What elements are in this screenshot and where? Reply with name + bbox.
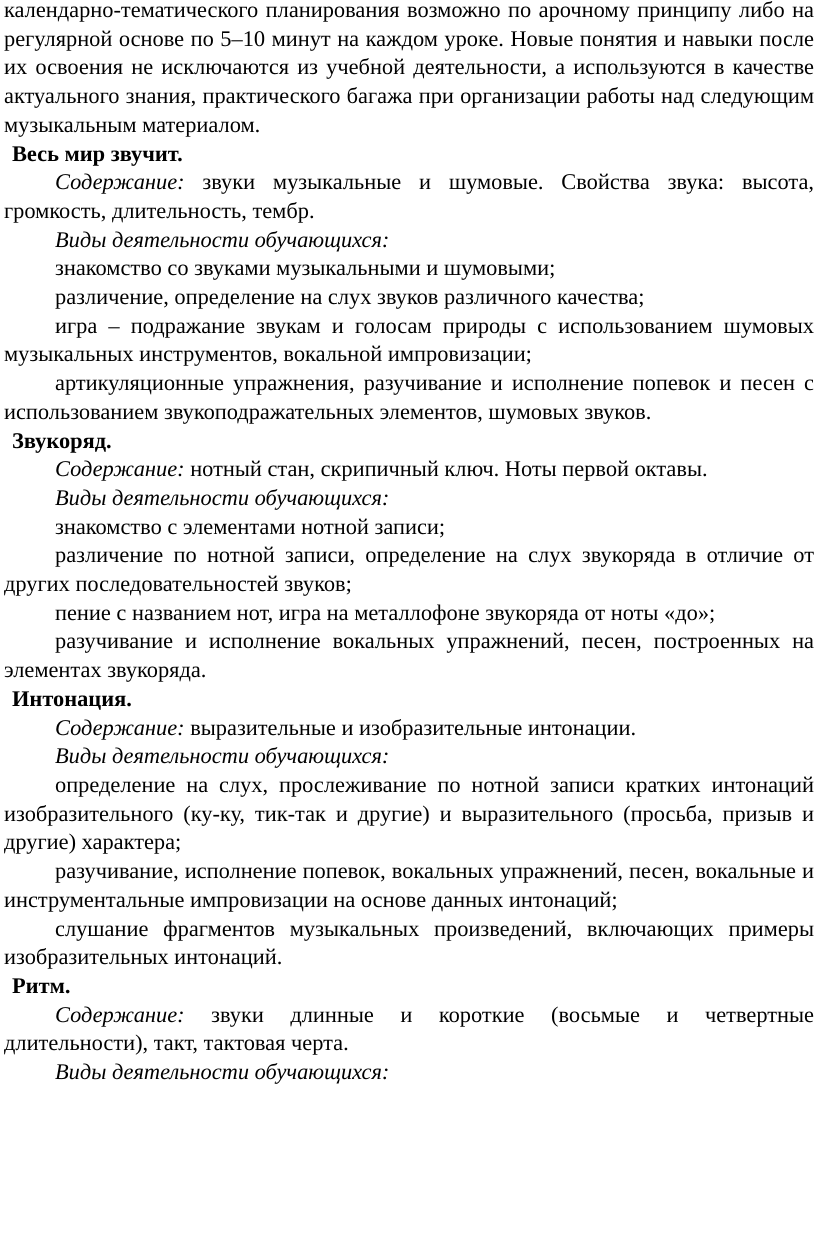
content-label: Содержание: (55, 169, 185, 195)
section-heading: Ритм. (12, 972, 71, 998)
content-label: Содержание: (55, 456, 185, 482)
activity-item: знакомство с элементами нотной записи; (55, 513, 446, 539)
activity-item: различение по нотной записи, определение на слух звукоряда в отличие от других последовательностей звуков; (4, 542, 814, 597)
activities-label: Виды деятельности обучающихся: (55, 226, 390, 252)
content-text: выразительные и изобразительные интонации. (184, 714, 637, 740)
section-heading: Весь мир звучит. (12, 140, 183, 166)
activity-item: слушание фрагментов музыкальных произведений, включающих примеры изобразительных интонаций. (4, 915, 814, 970)
content-text: звуки музыкальные и шумовые. Свойства звука: высота, громкость, длительность, тембр. (4, 169, 814, 223)
content-label: Содержание: (55, 714, 185, 740)
activity-item: разучивание, исполнение попевок, вокальных упражнений, песен, вокальные и инструментальные импровизации на основе данных интонаций; (4, 858, 814, 912)
activity-item: игра – подражание звукам и голосам природы с использованием шумовых музыкальных инструментов, вокальной импровизации; (4, 312, 814, 367)
section-heading: Звукоряд. (12, 427, 112, 453)
intro-paragraph: календарно-тематического планирования возможно по арочному принципу либо на регулярной основе по 5–10 минут на каждом уроке. Новые понятия и навыки после их освоения не исключаются из учебной деятельности, а используются в качестве актуального знания, практического багажа при организации работы над следующим музыкальным материалом. (4, 0, 814, 137)
activity-item: знакомство со звуками музыкальными и шумовыми; (55, 255, 556, 281)
activity-item: артикуляционные упражнения, разучивание и исполнение попевок и песен с использованием звукоподражательных элементов, шумовых звуков. (4, 370, 814, 424)
activities-label: Виды деятельности обучающихся: (55, 484, 390, 510)
content-label: Содержание: (55, 1001, 185, 1027)
content-paragraph (0, 168, 816, 225)
section-ritm (0, 972, 816, 1087)
content-paragraph (0, 1001, 816, 1058)
activity-item: пение с названием нот, игра на металлофоне звукоряда от ноты «до»; (55, 599, 716, 625)
content-paragraph (0, 714, 816, 743)
content-paragraph (0, 455, 816, 484)
section-zvukoryad (0, 427, 816, 685)
activities-label: Виды деятельности обучающихся: (55, 743, 390, 769)
section-ves-mir-zvuchit (0, 140, 816, 427)
content-text: нотный стан, скрипичный ключ. Ноты первой октавы. (184, 456, 708, 482)
activity-item: различение, определение на слух звуков различного качества; (55, 284, 645, 310)
content-text: звуки длинные и короткие (восьмые и четвертные длительности), такт, тактовая черта. (4, 1001, 814, 1056)
activities-label: Виды деятельности обучающихся: (55, 1059, 390, 1085)
activity-item: определение на слух, прослеживание по нотной записи кратких интонаций изобразительного (ку-ку, тик-так и другие) и выразительного (просьба, призыв и другие) характера; (4, 771, 814, 855)
activity-item: разучивание и исполнение вокальных упражнений, песен, построенных на элементах звукоряда. (4, 628, 814, 683)
section-intonatsiya (0, 685, 816, 972)
section-heading: Интонация. (12, 685, 132, 711)
